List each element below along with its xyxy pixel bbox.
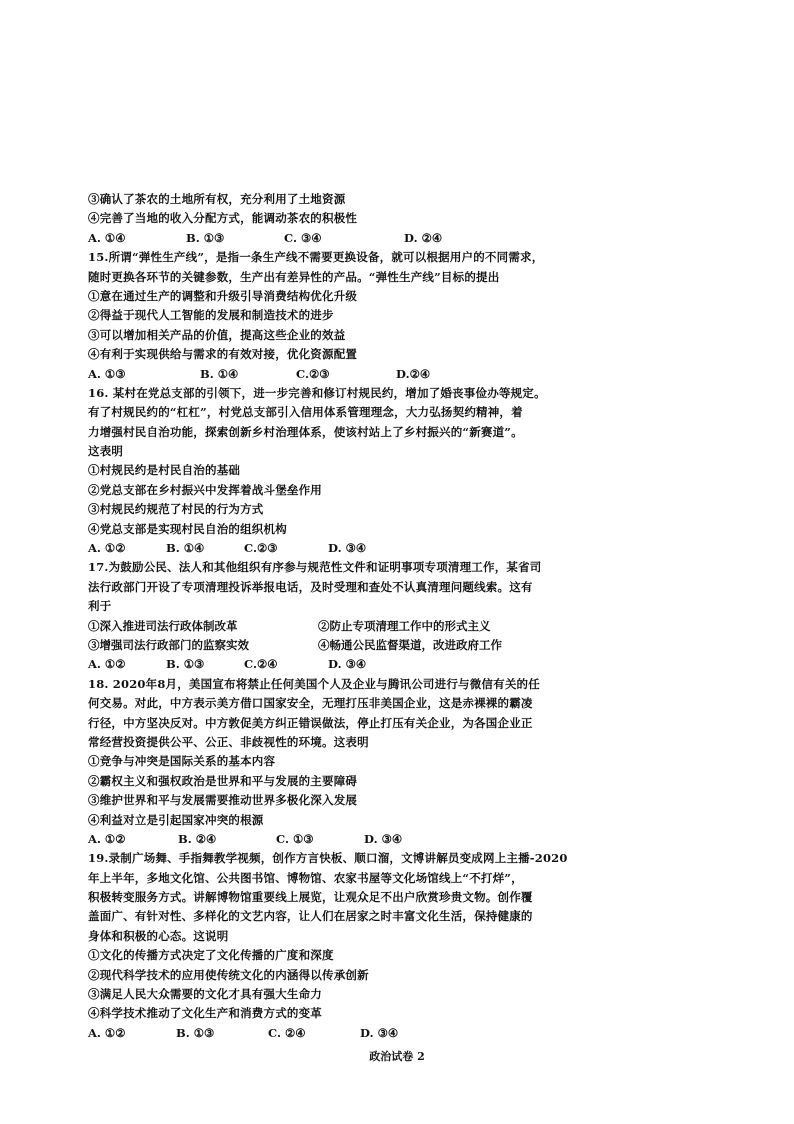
q17-item-2: ②防止专项清理工作中的形式主义 bbox=[318, 618, 491, 633]
q15-item-2: ②得益于现代人工智能的发展和制造技术的进步 bbox=[88, 308, 334, 323]
q18-stem-line-1: 18. 2020年8月，美国宣布将禁止任何美国个人及企业与腾讯公司进行与微信有关的任 bbox=[88, 676, 540, 691]
q16-stem-line-1: 16. 某村在党总支部的引领下，进一步完善和修订村规民约，增加了婚丧事俭办等规定。 bbox=[88, 385, 546, 400]
q16-item-3: ③村规民约规范了村民的行为方式 bbox=[88, 502, 264, 517]
q18-option-c: C. ①③ bbox=[276, 831, 314, 846]
q16-options bbox=[88, 539, 713, 558]
q19-option-a: A. ①② bbox=[88, 1025, 126, 1040]
q15-option-d: D.②④ bbox=[396, 366, 431, 381]
q19-option-d: D. ③④ bbox=[360, 1025, 399, 1040]
q19-stem-line-3: 积极转变服务方式。讲解博物馆重要线上展览，让观众足不出户欣赏珍贵文物。创作覆 bbox=[88, 890, 533, 905]
q15-item-1: ①意在通过生产的调整和升级引导消费结构优化升级 bbox=[88, 288, 358, 303]
q18-option-a: A. ①② bbox=[88, 831, 126, 846]
q16-item-4: ④党总支部是实现村民自治的组织机构 bbox=[88, 521, 287, 536]
q19-option-c: C. ②④ bbox=[268, 1025, 306, 1040]
q14-item-4: ④完善了当地的收入分配方式，能调动茶农的积极性 bbox=[88, 211, 358, 226]
q16-stem-line-4: 这表明 bbox=[88, 444, 124, 459]
q14-option-a: A. ①④ bbox=[88, 230, 126, 245]
q16-option-d: D. ③④ bbox=[328, 541, 367, 556]
q16-option-a: A. ①② bbox=[88, 541, 126, 556]
q19-stem-line-5: 身体和积极的心态。这说明 bbox=[88, 928, 229, 943]
q17-stem-line-2: 法行政部门开设了专项清理投诉举报电话，及时受理和查处不认真清理问题线索。这有 bbox=[88, 579, 533, 594]
q15-item-3: ③可以增加相关产品的价值，提高这些企业的效益 bbox=[88, 327, 346, 342]
q17-stem-line-1: 17.为鼓励公民、法人和其他组织有序参与规范性文件和证明事项专项清理工作，某省司 bbox=[88, 560, 542, 575]
q16-option-b: B. ①④ bbox=[166, 541, 205, 556]
q18-stem-line-4: 常经营投资提供公平、公正、非歧视性的环境。这表明 bbox=[88, 734, 369, 749]
q18-item-4: ④利益对立是引起国家冲突的根源 bbox=[88, 812, 264, 827]
q15-option-c: C.②③ bbox=[296, 366, 330, 381]
q18-item-3: ③维护世界和平与发展需要推动世界多极化深入发展 bbox=[88, 793, 358, 808]
q19-options bbox=[88, 1024, 713, 1043]
q19-option-b: B. ①③ bbox=[176, 1025, 215, 1040]
q19-stem-line-4: 盖面广、有针对性、多样化的文艺内容，让人们在居家之时丰富文化生活，保持健康的 bbox=[88, 909, 533, 924]
q17-item-3: ③增强司法行政部门的监察实效 bbox=[88, 637, 249, 652]
q18-item-1: ①竞争与冲突是国际关系的基本内容 bbox=[88, 754, 276, 769]
q14-option-d: D. ②④ bbox=[404, 230, 443, 245]
page-footer: 政治试卷 2 bbox=[369, 1050, 425, 1063]
q17-stem-line-3: 利于 bbox=[88, 599, 112, 614]
q15-stem-line-2: 随时更换各环节的关键参数，生产出有差异性的产品。“弹性生产线”目标的提出 bbox=[88, 269, 500, 284]
exam-content bbox=[88, 190, 713, 1043]
q18-stem-line-3: 行径，中方坚决反对。中方敦促美方纠正错误做法，停止打压有关企业，为各国企业正 bbox=[88, 715, 533, 730]
q17-option-a: A. ①② bbox=[88, 657, 126, 672]
q19-stem-line-2: 年上半年，多地文化馆、公共图书馆、博物馆、农家书屋等文化场馆线上“不打烊”， bbox=[88, 870, 523, 885]
q19-item-4: ④科学技术推动了文化生产和消费方式的变革 bbox=[88, 1006, 322, 1021]
q19-item-2: ②现代科学技术的应用使传统文化的内涵得以传承创新 bbox=[88, 967, 369, 982]
q18-item-2: ②霸权主义和强权政治是世界和平与发展的主要障碍 bbox=[88, 773, 358, 788]
q19-item-3: ③满足人民大众需要的文化才具有强大生命力 bbox=[88, 987, 322, 1002]
q16-stem-line-2: 有了村规民约的“杠杠”，村党总支部引入信用体系管理理念，大力弘扬契约精神，着 bbox=[88, 405, 523, 420]
q16-option-c: C.②③ bbox=[244, 541, 278, 556]
q16-stem-line-3: 力增强村民自治功能，探索创新乡村治理体系，使该村站上了乡村振兴的“新赛道”。 bbox=[88, 424, 523, 439]
q17-option-c: C.②④ bbox=[244, 657, 278, 672]
q15-option-a: A. ①③ bbox=[88, 366, 126, 381]
q14-option-b: B. ①③ bbox=[186, 230, 225, 245]
q17-option-d: D. ③④ bbox=[328, 657, 367, 672]
q19-stem-line-1: 19.录制广场舞、手指舞教学视频，创作方言快板、顺口溜，文博讲解员变成网上主播-2020 bbox=[88, 851, 568, 866]
q15-item-4: ④有利于实现供给与需求的有效对接，优化资源配置 bbox=[88, 347, 358, 362]
q17-item-1: ①深入推进司法行政体制改革 bbox=[88, 618, 238, 633]
q17-options bbox=[88, 655, 713, 674]
q18-stem-line-2: 何交易。对此，中方表示美方借口国家安全，无理打压非美国企业，这是赤裸裸的霸凌 bbox=[88, 696, 533, 711]
q18-options bbox=[88, 830, 713, 849]
q14-options bbox=[88, 229, 713, 248]
q14-item-3: ③确认了茶农的土地所有权，充分利用了土地资源 bbox=[88, 192, 346, 206]
q15-option-b: B. ①④ bbox=[200, 366, 239, 381]
q17-items-row-1 bbox=[88, 617, 713, 636]
q15-options bbox=[88, 365, 713, 384]
q18-option-b: B. ②④ bbox=[178, 831, 217, 846]
q18-option-d: D. ③④ bbox=[364, 831, 403, 846]
q16-item-1: ①村规民约是村民自治的基础 bbox=[88, 463, 241, 478]
q14-option-c: C. ③④ bbox=[284, 230, 322, 245]
q17-items-row-2 bbox=[88, 636, 713, 655]
q17-option-b: B. ①③ bbox=[166, 657, 205, 672]
q17-item-4: ④畅通公民监督渠道，改进政府工作 bbox=[318, 637, 502, 652]
q15-stem-line-1: 15.所谓“弹性生产线”，是指一条生产线不需要更换设备，就可以根据用户的不同需求， bbox=[88, 250, 544, 265]
q16-item-2: ②党总支部在乡村振兴中发挥着战斗堡垒作用 bbox=[88, 482, 322, 497]
q19-item-1: ①文化的传播方式决定了文化传播的广度和深度 bbox=[88, 948, 334, 963]
